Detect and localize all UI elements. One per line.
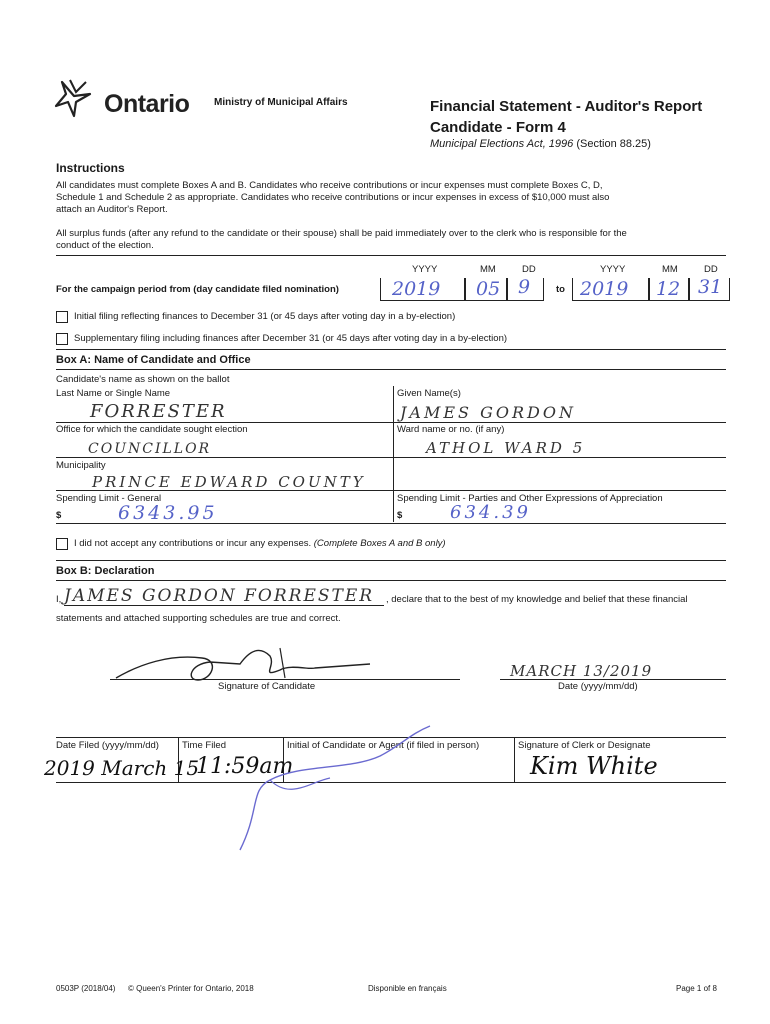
clerk-signature-value: Kim White — [530, 752, 658, 780]
municipality-value[interactable]: PRINCE EDWARD COUNTY — [92, 473, 366, 491]
act-reference — [430, 138, 651, 150]
ministry-name: Ministry of Municipal Affairs — [214, 97, 348, 108]
office-value[interactable]: COUNCILLOR — [88, 441, 212, 457]
french-availability: Disponible en français — [368, 984, 447, 993]
declaration-date-value[interactable]: MARCH 13/2019 — [510, 662, 653, 680]
to-label: to — [556, 284, 565, 295]
divider — [56, 349, 726, 350]
office-label: Office for which the candidate sought election — [56, 424, 248, 435]
no-contributions-note: (Complete Boxes A and B only) — [313, 538, 446, 549]
instructions-line: All candidates must complete Boxes A and B. Candidates who receive contributions or incur expenses must complete Boxes C, D, — [56, 180, 603, 191]
column-divider — [514, 737, 515, 782]
divider — [56, 369, 726, 370]
form-code: 0503P (2018/04) — [56, 984, 116, 993]
no-contributions-checkbox[interactable] — [56, 538, 68, 550]
declaration-text-line2: statements and attached supporting schedules are true and correct. — [56, 613, 341, 624]
signature-line — [110, 679, 460, 680]
from-day-value: 9 — [518, 276, 531, 298]
instructions-line: Schedule 1 and Schedule 2 as appropriate. Candidates who receive contributions or incur expenses in excess of $10,000 must also — [56, 192, 610, 203]
ward-label: Ward name or no. (if any) — [397, 424, 505, 435]
trillium-logo-icon — [52, 76, 104, 122]
last-name-label: Last Name or Single Name — [56, 388, 171, 399]
spending-parties-value[interactable]: 634.39 — [450, 502, 531, 523]
divider — [56, 580, 726, 581]
campaign-period-label: For the campaign period from (day candidate filed nomination) — [56, 284, 339, 295]
from-year-value: 2019 — [392, 278, 441, 300]
divider — [56, 457, 726, 458]
declaration-prefix: I, — [56, 594, 62, 605]
instructions-heading: Instructions — [56, 161, 125, 175]
divider — [56, 255, 726, 256]
box-b-title: Box B: Declaration — [56, 565, 155, 577]
col-header-mm-to: MM — [662, 264, 678, 275]
currency-symbol: $ — [397, 510, 403, 521]
instructions-line: conduct of the election. — [56, 240, 154, 251]
no-contributions-label — [74, 538, 446, 549]
declaration-text: , declare that to the best of my knowledge and belief that these financial — [386, 594, 688, 605]
box-a-title: Box A: Name of Candidate and Office — [56, 354, 251, 366]
date-filed-value[interactable]: 2019 March 15 — [44, 756, 200, 780]
from-month-value: 05 — [476, 278, 501, 300]
to-month-value: 12 — [656, 278, 681, 300]
instructions-paragraph-2 — [56, 228, 706, 252]
given-names-value[interactable]: JAMES GORDON — [400, 403, 576, 422]
logo-text: Ontario — [104, 90, 190, 118]
initial-label: Initial of Candidate or Agent (if filed in person) — [287, 740, 480, 751]
supplementary-filing-checkbox[interactable] — [56, 333, 68, 345]
initial-filing-label: Initial filing reflecting finances to December 31 (or 45 days after voting day in a by-election) — [74, 311, 456, 322]
divider — [56, 490, 726, 491]
to-year-value: 2019 — [580, 278, 629, 300]
time-filed-value[interactable]: 11:59am — [196, 754, 294, 779]
to-day-value: 31 — [698, 276, 723, 298]
currency-symbol: $ — [56, 510, 62, 521]
col-header-mm: MM — [480, 264, 496, 275]
copyright: © Queen's Printer for Ontario, 2018 — [128, 984, 254, 993]
column-divider — [393, 386, 394, 522]
divider — [56, 422, 726, 423]
given-names-label: Given Name(s) — [397, 388, 461, 399]
spending-parties-label: Spending Limit - Parties and Other Expressions of Appreciation — [397, 493, 663, 504]
declarant-name[interactable]: JAMES GORDON FORRESTER — [64, 586, 375, 606]
form-title — [430, 96, 702, 138]
supplementary-filing-label: Supplementary filing including finances after December 31 (or 45 days after voting day in a by-election) — [74, 333, 508, 344]
col-header-yyyy-to: YYYY — [600, 264, 626, 275]
divider — [56, 560, 726, 561]
divider — [56, 523, 726, 524]
date-line — [500, 679, 726, 680]
col-header-dd-to: DD — [704, 264, 718, 275]
clerk-signature-label: Signature of Clerk or Designate — [518, 740, 651, 751]
initial-filing-checkbox[interactable] — [56, 311, 68, 323]
signature-label: Signature of Candidate — [218, 681, 316, 692]
act-name: Municipal Elections Act, 1996 — [430, 138, 574, 150]
spending-general-label: Spending Limit - General — [56, 493, 162, 504]
col-header-dd: DD — [522, 264, 536, 275]
spending-general-value[interactable]: 6343.95 — [118, 502, 218, 524]
instructions-line: attach an Auditor's Report. — [56, 204, 168, 215]
instructions-paragraph-1 — [56, 180, 706, 216]
form-title-line2: Candidate - Form 4 — [430, 119, 566, 136]
col-header-yyyy: YYYY — [412, 264, 438, 275]
form-title-line1: Financial Statement - Auditor's Report — [430, 98, 703, 115]
time-filed-label: Time Filed — [182, 740, 226, 751]
instructions-line: All surplus funds (after any refund to the candidate or their spouse) shall be paid immediately over to the clerk who is responsible for the — [56, 228, 627, 239]
date-label: Date (yyyy/mm/dd) — [558, 681, 638, 692]
municipality-label: Municipality — [56, 460, 106, 471]
date-filed-label: Date Filed (yyyy/mm/dd) — [56, 740, 159, 751]
page-number: Page 1 of 8 — [676, 984, 717, 993]
no-contributions-text: I did not accept any contributions or incur any expenses. — [74, 538, 312, 549]
last-name-value[interactable]: FORRESTER — [90, 401, 227, 422]
act-section: (Section 88.25) — [576, 138, 651, 150]
candidate-name-caption: Candidate's name as shown on the ballot — [56, 374, 230, 385]
ward-value[interactable]: ATHOL WARD 5 — [426, 439, 586, 457]
agent-initial-icon — [230, 720, 450, 860]
